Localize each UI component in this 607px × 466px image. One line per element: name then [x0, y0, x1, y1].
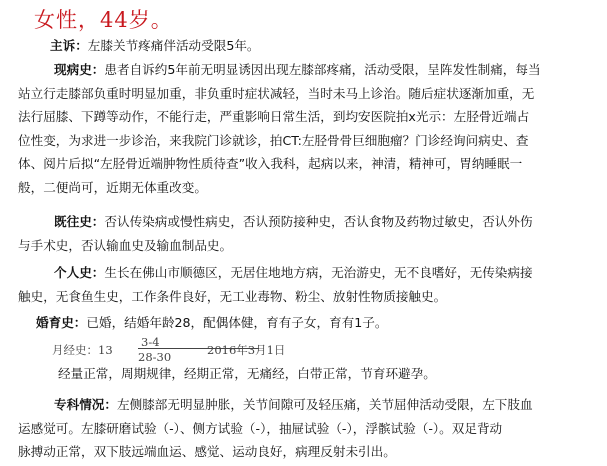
present-history-section [18, 58, 541, 199]
marital-history-section [36, 311, 387, 335]
menstrual-history-label: 月经史：13 [52, 343, 113, 357]
personal-history-label: 个人史： [54, 265, 105, 280]
personal-history-section [18, 261, 533, 308]
past-history-section [18, 210, 533, 257]
present-history-line: 站立行走膝部负重时明显加重，非负重时症状减轻，当时未马上诊治。随后症状逐渐加重，无 [18, 85, 535, 101]
present-history-line: 现病史：患者自诉约5年前无明显诱因出现左膝部疼痛，活动受限，呈阵发性制痛，每当 [54, 62, 541, 77]
last-menstrual-period: 2016年3月1日 [207, 343, 286, 357]
present-history-label: 现病史： [54, 62, 105, 77]
present-history-line: 般，二便尚可，近期无体重改变。 [18, 179, 207, 195]
specialist-exam-section [18, 393, 533, 464]
specialist-exam-line: 运感觉可。左膝研磨试验（-）、侧方试验（-），抽屉试验（-），浮髌试验（-）。双足背动 [18, 420, 503, 436]
present-history-line: 法行屈膝、下蹲等动作，不能行走，严重影响日常生活，到均安医院拍x光示：左胫骨近端占 [18, 109, 530, 124]
menstrual-note: 经量正常，周期规律，经期正常，无痛经，白带正常，节育环避孕。 [58, 366, 436, 381]
past-history-line: 既往史：否认传染病或慢性病史，否认预防接种史，否认食物及药物过敏史，否认外伤 [54, 214, 533, 229]
past-history-line: 与手术史，否认输血史及输血制品史。 [18, 237, 233, 253]
present-history-line: 位性变，为求进一步诊治，来我院门诊就诊，拍CT:左胫骨骨巨细胞瘤？门诊经询问病史、查 [18, 132, 529, 148]
specialist-exam-label: 专科情况： [54, 397, 117, 412]
personal-history-line: 个人史：生长在佛山市顺德区，无居住地地方病，无治游史，无不良嗜好，无传染病接 [54, 265, 533, 280]
menstrual-duration: 3-4 [141, 335, 160, 349]
marital-history-label: 婚育史： [36, 315, 87, 330]
menstrual-cycle: 28-30 [138, 350, 172, 364]
past-history-label: 既往史： [54, 214, 105, 229]
fraction-bar [138, 348, 198, 349]
chief-complaint-text: 左膝关节疼痛伴活动受限5年。 [87, 38, 260, 53]
page-title: 女性，44岁。 [34, 8, 173, 32]
chief-complaint-section [50, 34, 260, 58]
specialist-exam-line: 脉搏动正常，双下肢远端血运、感觉、运动良好，病理反射未引出。 [18, 444, 396, 459]
chief-complaint-label: 主诉： [50, 38, 88, 53]
marital-history-text: 已婚，结婚年龄28，配偶体健，育有子女，育有1子。 [86, 315, 388, 330]
present-history-line: 体、阅片后拟“左胫骨近端肿物性质待查”收入我科，起病以来，神清，精神可，胃纳睡眠一 [18, 156, 523, 171]
specialist-exam-line: 专科情况：左侧膝部无明显肿胀，关节间隙可及轻压痛，关节屈伸活动受限，左下肢血 [54, 397, 533, 412]
personal-history-line: 触史，无食鱼生史，工作条件良好，无工业毒物、粉尘、放射性物质接触史。 [18, 288, 447, 304]
